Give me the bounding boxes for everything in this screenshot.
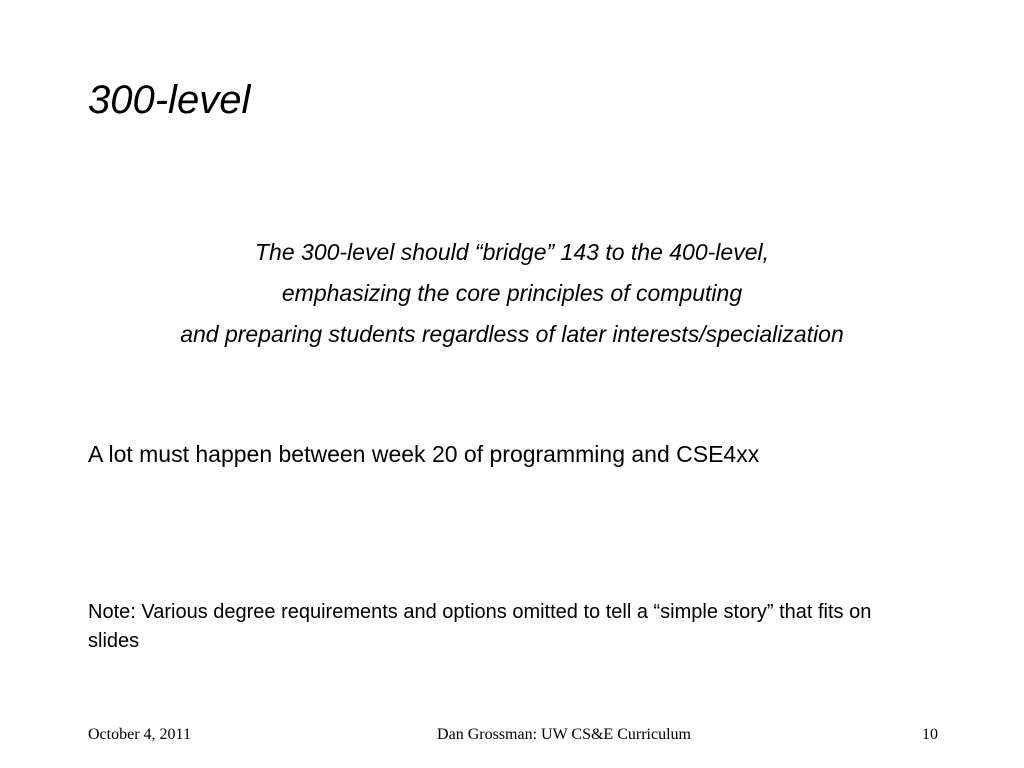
slide-number: 10: [922, 726, 938, 743]
quote-line-3: and preparing students regardless of later interests/specialization: [180, 321, 844, 347]
quote-line-2: emphasizing the core principles of computing: [281, 280, 743, 306]
footer-date: October 4, 2011: [88, 726, 191, 743]
footer-center-text: Dan Grossman: UW CS&E Curriculum: [437, 726, 691, 743]
note-text: Note: Various degree requirements and options omitted to tell a “simple story” that fits on slides: [88, 601, 872, 652]
quote-block: [40, 232, 984, 355]
slide-title: 300-level: [88, 78, 251, 122]
quote-line-1: The 300-level should “bridge” 143 to the 400-level,: [255, 239, 769, 265]
main-statement: A lot must happen between week 20 of programming and CSE4xx: [88, 441, 760, 467]
